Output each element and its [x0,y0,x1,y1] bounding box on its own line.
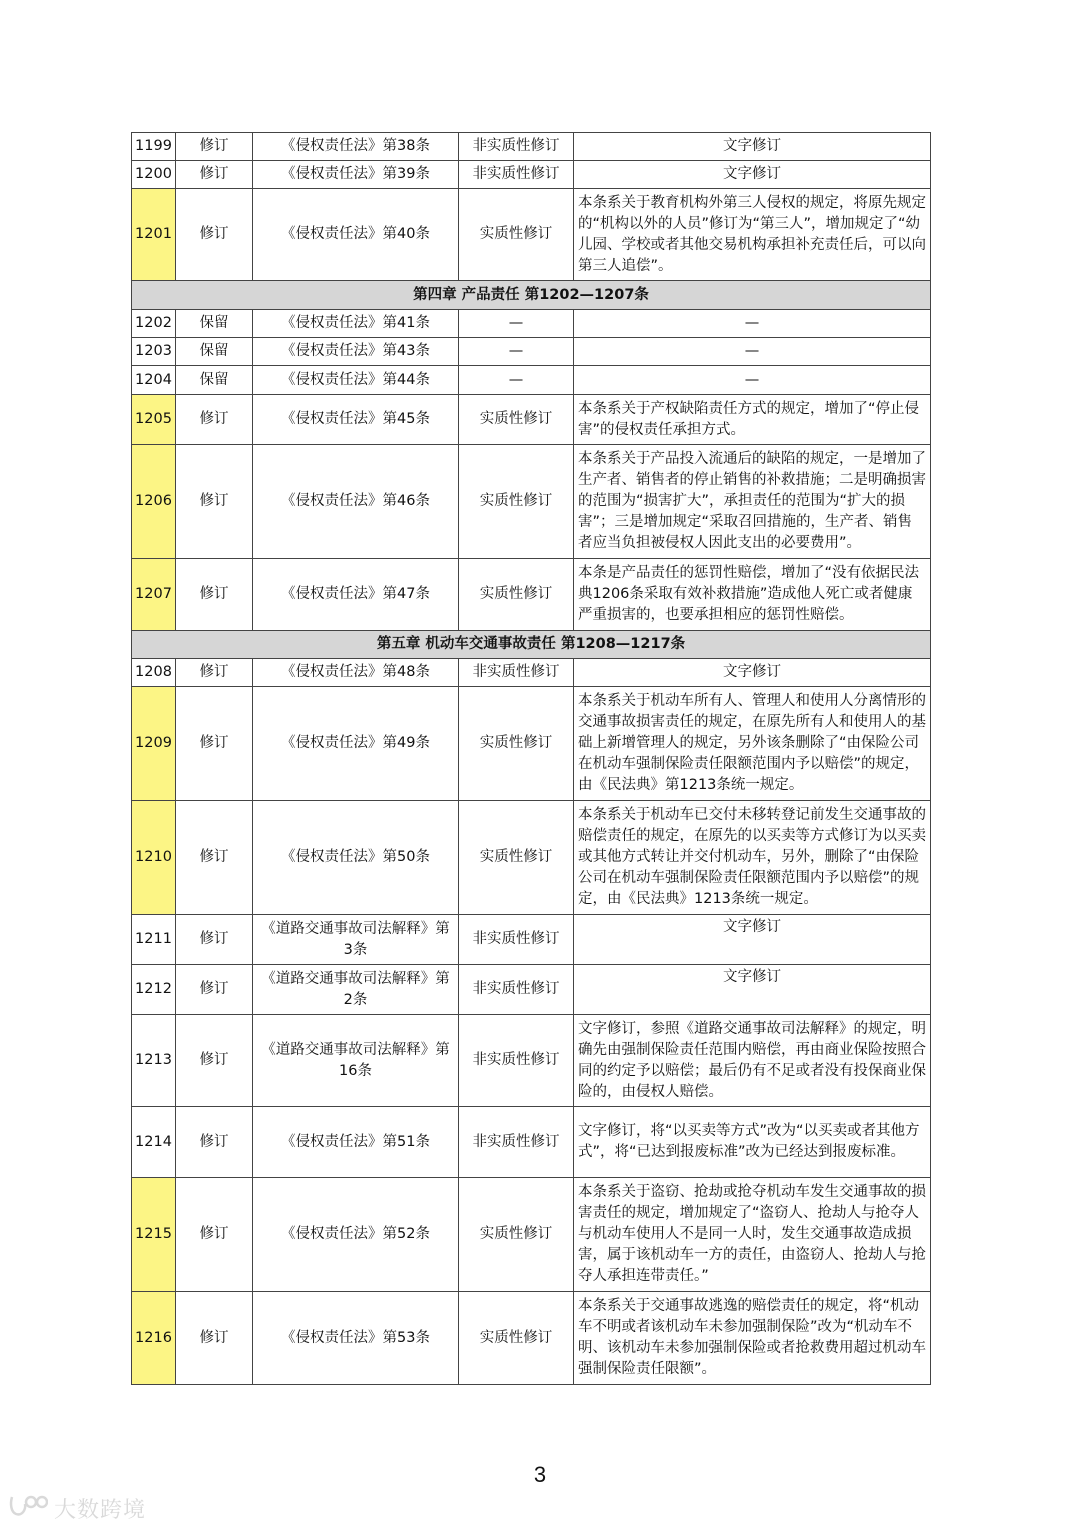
revision-note-cell: 文字修订，参照《道路交通事故司法解释》的规定，明确先由强制保险责任范围内赔偿，再由商业保险按照合同的约定予以赔偿；最后仍有不足或者没有投保商业保险的，由侵权人赔偿。 [574,1015,931,1107]
table-row [132,965,931,1015]
revision-note-cell: 文字修订 [574,659,931,687]
revision-note-cell: 文字修订 [574,915,931,965]
revision-class-cell: 实质性修订 [459,445,574,559]
revision-note-cell: — [574,338,931,366]
table-row [132,1178,931,1292]
revision-class-cell: 实质性修订 [459,1178,574,1292]
revision-type-cell: 修订 [176,1107,253,1178]
source-article-cell: 《道路交通事故司法解释》第16条 [253,1015,459,1107]
revision-type-cell: 修订 [176,801,253,915]
table-row [132,559,931,631]
table-row [132,133,931,161]
revision-class-cell: 实质性修订 [459,1292,574,1385]
source-article-cell: 《侵权责任法》第53条 [253,1292,459,1385]
watermark [8,1488,146,1528]
revision-class-cell: 非实质性修订 [459,915,574,965]
table-row [132,189,931,281]
revision-type-cell: 修订 [176,133,253,161]
article-number-cell: 1213 [132,1015,176,1107]
revision-type-cell: 修订 [176,395,253,445]
revision-class-cell: — [459,366,574,395]
revision-type-cell: 保留 [176,338,253,366]
revision-class-cell: 实质性修订 [459,189,574,281]
revision-type-cell: 修订 [176,559,253,631]
article-number-cell: 1210 [132,801,176,915]
source-article-cell: 《侵权责任法》第39条 [253,161,459,189]
article-number-cell: 1202 [132,310,176,338]
revision-class-cell: 非实质性修订 [459,161,574,189]
watermark-text: 大数跨境 [54,1497,147,1523]
revision-type-cell: 修订 [176,659,253,687]
article-number-cell: 1212 [132,965,176,1015]
revision-class-cell: 实质性修订 [459,801,574,915]
revision-class-cell: 非实质性修订 [459,965,574,1015]
article-number-cell: 1207 [132,559,176,631]
table-row [132,445,931,559]
source-article-cell: 《侵权责任法》第49条 [253,687,459,801]
source-article-cell: 《道路交通事故司法解释》第3条 [253,915,459,965]
revision-type-cell: 保留 [176,366,253,395]
revision-type-cell: 修订 [176,161,253,189]
section-title: 第四章 产品责任 第1202—1207条 [132,281,931,310]
source-article-cell: 《侵权责任法》第43条 [253,338,459,366]
revision-note-cell: — [574,366,931,395]
revision-class-cell: 非实质性修订 [459,133,574,161]
article-number-cell: 1204 [132,366,176,395]
revision-note-cell: 文字修订 [574,133,931,161]
revision-note-cell: 本条是产品责任的惩罚性赔偿，增加了“没有依据民法典1206条采取有效补救措施”造成他人死亡或者健康严重损害的，也要承担相应的惩罚性赔偿。 [574,559,931,631]
table-row [132,1015,931,1107]
table-row [132,687,931,801]
revision-class-cell: 实质性修订 [459,395,574,445]
table-row [132,338,931,366]
revision-note-cell: 本条系关于机动车所有人、管理人和使用人分离情形的交通事故损害责任的规定，在原先所有人和使用人的基础上新增管理人的规定，另外该条删除了“由保险公司在机动车强制保险责任限额范围内予以赔偿”的规定，由《民法典》第1213条统一规定。 [574,687,931,801]
revision-class-cell: 非实质性修订 [459,1015,574,1107]
revision-type-cell: 修订 [176,965,253,1015]
section-header-row [132,281,931,310]
revision-note-cell: 本条系关于产权缺陷责任方式的规定，增加了“停止侵害”的侵权责任承担方式。 [574,395,931,445]
source-article-cell: 《侵权责任法》第38条 [253,133,459,161]
article-number-cell: 1200 [132,161,176,189]
revision-class-cell: 实质性修订 [459,559,574,631]
revision-type-cell: 修订 [176,1178,253,1292]
source-article-cell: 《侵权责任法》第40条 [253,189,459,281]
revision-class-cell: — [459,310,574,338]
revision-note-cell: 文字修订 [574,161,931,189]
source-article-cell: 《侵权责任法》第47条 [253,559,459,631]
revision-type-cell: 修订 [176,915,253,965]
revision-type-cell: 修订 [176,687,253,801]
article-number-cell: 1216 [132,1292,176,1385]
revision-note-cell: 本条系关于教育机构外第三人侵权的规定，将原先规定的“机构以外的人员”修订为“第三人”，增加规定了“幼儿园、学校或者其他交易机构承担补充责任后，可以向第三人追偿”。 [574,189,931,281]
revision-note-cell: — [574,310,931,338]
page-number: 3 [533,1462,547,1487]
source-article-cell: 《侵权责任法》第41条 [253,310,459,338]
source-article-cell: 《侵权责任法》第50条 [253,801,459,915]
revision-note-cell: 文字修订 [574,965,931,1015]
article-number-cell: 1211 [132,915,176,965]
revision-type-cell: 保留 [176,310,253,338]
table-row [132,1107,931,1178]
revision-note-cell: 本条系关于产品投入流通后的缺陷的规定，一是增加了生产者、销售者的停止销售的补救措施；二是明确损害的范围为“损害扩大”，承担责任的范围为“扩大的损害”；三是增加规定“采取召回措施的，生产者、销售者应当负担被侵权人因此支出的必要费用”。 [574,445,931,559]
table-row [132,1292,931,1385]
revision-class-cell: 实质性修订 [459,687,574,801]
article-number-cell: 1208 [132,659,176,687]
revision-table [131,132,931,1385]
source-article-cell: 《侵权责任法》第45条 [253,395,459,445]
table-row [132,659,931,687]
table-row [132,915,931,965]
source-article-cell: 《侵权责任法》第51条 [253,1107,459,1178]
source-article-cell: 《侵权责任法》第46条 [253,445,459,559]
table-row [132,310,931,338]
revision-type-cell: 修订 [176,445,253,559]
article-number-cell: 1206 [132,445,176,559]
revision-note-cell: 本条系关于盗窃、抢劫或抢夺机动车发生交通事故的损害责任的规定，增加规定了“盗窃人、抢劫人与抢夺人与机动车使用人不是同一人时，发生交通事故造成损害，属于该机动车一方的责任，由盗窃人、抢劫人与抢夺人承担连带责任。” [574,1178,931,1292]
section-header-row [132,631,931,659]
article-number-cell: 1205 [132,395,176,445]
article-number-cell: 1201 [132,189,176,281]
revision-class-cell: 非实质性修订 [459,1107,574,1178]
section-title: 第五章 机动车交通事故责任 第1208—1217条 [132,631,931,659]
watermark-logo-icon [8,1492,48,1524]
article-number-cell: 1214 [132,1107,176,1178]
table-row [132,161,931,189]
article-number-cell: 1199 [132,133,176,161]
source-article-cell: 《侵权责任法》第44条 [253,366,459,395]
table-row [132,395,931,445]
revision-note-cell: 文字修订，将“以买卖等方式”改为“以买卖或者其他方式”，将“已达到报废标准”改为已经达到报废标准。 [574,1107,931,1178]
revision-note-cell: 本条系关于机动车已交付未移转登记前发生交通事故的赔偿责任的规定，在原先的以买卖等方式修订为以买卖或其他方式转让并交付机动车，另外，删除了“由保险公司在机动车强制保险责任限额范围内予以赔偿”的规定，由《民法典》1213条统一规定。 [574,801,931,915]
revision-class-cell: — [459,338,574,366]
revision-class-cell: 非实质性修订 [459,659,574,687]
table-row [132,801,931,915]
revision-note-cell: 本条系关于交通事故逃逸的赔偿责任的规定，将“机动车不明或者该机动车未参加强制保险”改为“机动车不明、该机动车未参加强制保险或者抢救费用超过机动车强制保险责任限额”。 [574,1292,931,1385]
source-article-cell: 《道路交通事故司法解释》第2条 [253,965,459,1015]
source-article-cell: 《侵权责任法》第48条 [253,659,459,687]
revision-type-cell: 修订 [176,1015,253,1107]
article-number-cell: 1203 [132,338,176,366]
revision-type-cell: 修订 [176,189,253,281]
article-number-cell: 1215 [132,1178,176,1292]
table-row [132,366,931,395]
revision-type-cell: 修订 [176,1292,253,1385]
source-article-cell: 《侵权责任法》第52条 [253,1178,459,1292]
article-number-cell: 1209 [132,687,176,801]
